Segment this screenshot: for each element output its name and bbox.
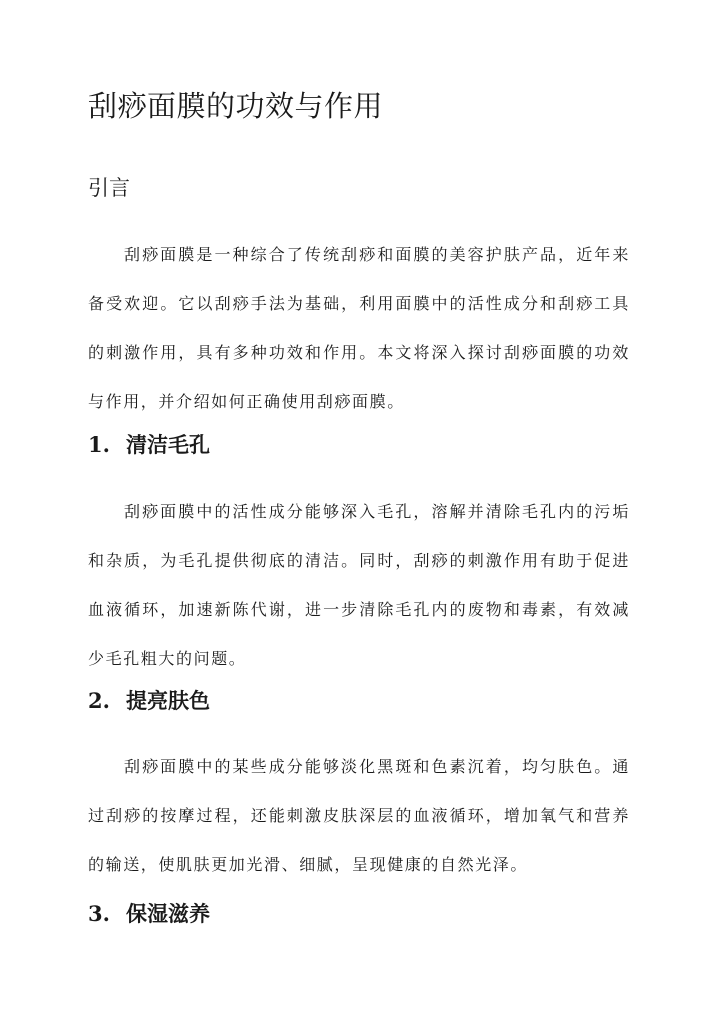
section-2-heading <box>88 686 210 716</box>
section-1-number: 1. <box>88 432 110 457</box>
section-1-heading <box>88 430 210 460</box>
document-title: 刮痧面膜的功效与作用 <box>88 89 384 123</box>
section-1-paragraph: 刮痧面膜中的活性成分能够深入毛孔，溶解并清除毛孔内的污垢和杂质，为毛孔提供彻底的清洁。同时，刮痧的刺激作用有助于促进血液循环，加速新陈代谢，进一步清除毛孔内的废物和毒素，有效减少毛孔粗大的问题。 <box>88 502 630 668</box>
section-2-title: 提亮肤色 <box>126 688 210 713</box>
section-2-number: 2. <box>88 688 110 713</box>
section-3-heading <box>88 899 210 929</box>
section-3-number: 3. <box>88 901 110 926</box>
section-2-paragraph: 刮痧面膜中的某些成分能够淡化黑斑和色素沉着，均匀肤色。通过刮痧的按摩过程，还能刺激皮肤深层的血液循环，增加氧气和营养的输送，使肌肤更加光滑、细腻，呈现健康的自然光泽。 <box>88 757 630 874</box>
section-1-title: 清洁毛孔 <box>126 432 210 457</box>
intro-heading: 引言 <box>88 176 130 200</box>
section-3-title: 保湿滋养 <box>126 901 210 926</box>
intro-paragraph: 刮痧面膜是一种综合了传统刮痧和面膜的美容护肤产品，近年来备受欢迎。它以刮痧手法为基础，利用面膜中的活性成分和刮痧工具的刺激作用，具有多种功效和作用。本文将深入探讨刮痧面膜的功效与作用，并介绍如何正确使用刮痧面膜。 <box>88 245 630 411</box>
